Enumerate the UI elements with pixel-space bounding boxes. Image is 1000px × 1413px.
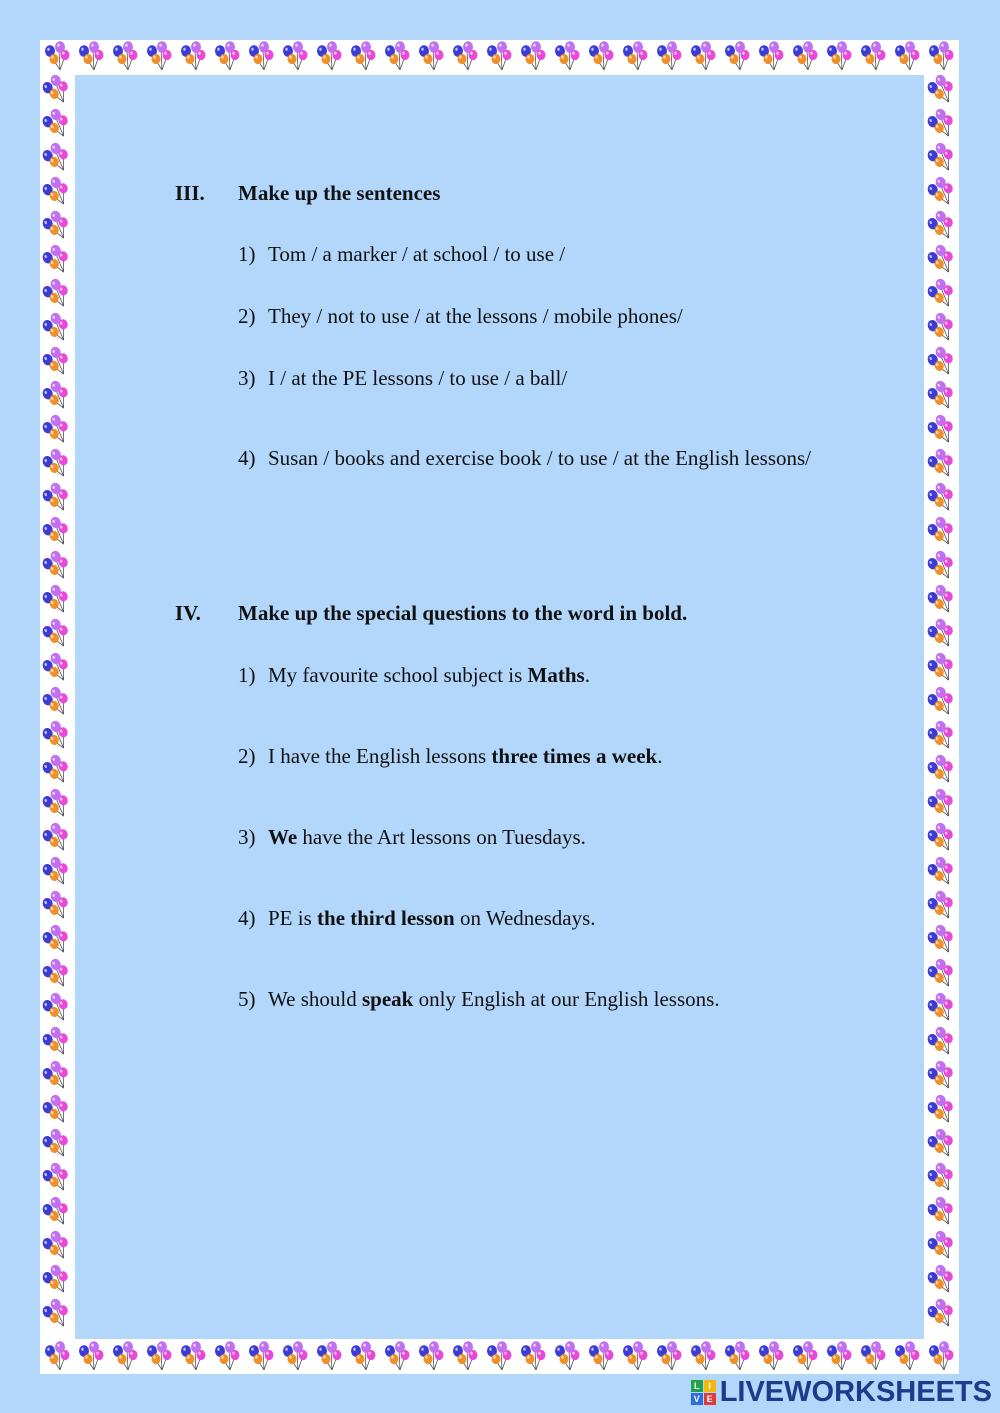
section4-item-3 <box>238 825 586 850</box>
balloon-icon <box>40 344 73 379</box>
balloon-icon <box>40 616 73 651</box>
balloon-icon <box>925 412 958 447</box>
balloon-icon <box>40 922 73 957</box>
balloon-icon <box>40 310 73 345</box>
item-text: . <box>584 663 590 687</box>
balloon-border-frame <box>40 40 959 1374</box>
balloon-icon <box>147 41 172 70</box>
balloon-icon <box>925 786 958 821</box>
section-four-numeral: IV. <box>175 601 201 625</box>
balloon-icon <box>925 106 958 141</box>
balloon-icon <box>40 208 73 243</box>
balloon-icon <box>351 1341 376 1370</box>
balloon-icon <box>40 990 73 1025</box>
item-text: I have the English lessons <box>268 744 492 768</box>
balloon-icon <box>725 1341 750 1370</box>
balloon-icon <box>827 41 852 70</box>
balloon-icon <box>419 41 444 70</box>
item-number: 3) <box>238 366 256 390</box>
balloon-icon <box>925 174 958 209</box>
liveworksheets-watermark[interactable] <box>691 1375 992 1409</box>
balloon-icon <box>925 242 958 277</box>
balloon-icon <box>925 956 958 991</box>
balloon-icon <box>861 1341 886 1370</box>
section3-item-1 <box>238 242 565 267</box>
balloon-icon <box>40 1058 73 1093</box>
balloon-icon <box>925 582 958 617</box>
balloon-icon <box>925 208 958 243</box>
balloon-icon <box>385 1341 410 1370</box>
balloon-icon <box>925 378 958 413</box>
balloon-icon <box>691 1341 716 1370</box>
balloon-icon <box>40 242 73 277</box>
balloon-icon <box>691 41 716 70</box>
item-text: . <box>657 744 663 768</box>
bold-word: the third lesson <box>317 906 455 930</box>
balloon-icon <box>215 1341 240 1370</box>
balloon-icon <box>925 310 958 345</box>
item-text: Tom / a marker / at school / to use / <box>268 242 566 266</box>
item-number: 5) <box>238 987 256 1011</box>
balloon-icon <box>40 1296 73 1331</box>
balloon-icon <box>40 276 73 311</box>
balloon-icon <box>657 1341 682 1370</box>
balloon-icon <box>215 41 240 70</box>
section4-item-2 <box>238 744 662 769</box>
item-number: 1) <box>238 663 256 687</box>
balloon-icon <box>623 41 648 70</box>
item-text: They / not to use / at the lessons / mobile phones/ <box>268 304 683 328</box>
balloon-icon <box>40 378 73 413</box>
balloon-icon <box>589 41 614 70</box>
balloon-icon <box>657 41 682 70</box>
balloon-icon <box>40 548 73 583</box>
liveworksheets-logo-icon: L I V E <box>691 1380 716 1405</box>
section4-item-1 <box>238 663 590 688</box>
balloon-icon <box>925 480 958 515</box>
balloon-icon <box>40 854 73 889</box>
balloon-icon <box>79 41 104 70</box>
balloon-icon <box>40 582 73 617</box>
balloon-icon <box>895 1341 920 1370</box>
section3-item-3 <box>238 366 567 391</box>
balloon-icon <box>40 1160 73 1195</box>
balloon-icon <box>895 41 920 70</box>
balloon-icon <box>40 786 73 821</box>
balloon-icon <box>453 41 478 70</box>
balloon-icon <box>181 1341 206 1370</box>
balloon-icon <box>385 41 410 70</box>
balloon-icon <box>317 41 342 70</box>
balloon-icon <box>317 1341 342 1370</box>
balloon-icon <box>40 1126 73 1161</box>
item-text: on Wednesdays. <box>454 906 596 930</box>
balloon-icon <box>40 752 73 787</box>
balloon-icon <box>925 616 958 651</box>
balloon-icon <box>40 718 73 753</box>
balloon-icon <box>925 718 958 753</box>
balloon-icon <box>453 1341 478 1370</box>
section-three-title: Make up the sentences <box>238 181 441 205</box>
balloon-icon <box>40 514 73 549</box>
balloon-icon <box>623 1341 648 1370</box>
balloon-icon <box>40 888 73 923</box>
balloon-icon <box>113 1341 138 1370</box>
balloon-icon <box>793 41 818 70</box>
balloon-icon <box>925 344 958 379</box>
balloon-icon <box>925 922 958 957</box>
item-text: PE is <box>268 906 318 930</box>
item-text: Susan / books and exercise book / to use / at the English lessons/ <box>268 446 812 470</box>
watermark-brand-text: LIVEWORKSHEETS <box>719 1375 992 1408</box>
item-number: 1) <box>238 242 256 266</box>
balloon-icon <box>351 41 376 70</box>
balloon-icon <box>40 446 73 481</box>
balloon-icon <box>40 72 73 107</box>
item-number: 2) <box>238 304 256 328</box>
balloon-icon <box>181 41 206 70</box>
balloon-icon <box>925 752 958 787</box>
bold-word: speak <box>361 987 414 1011</box>
balloon-icon <box>925 1092 958 1127</box>
balloon-icon <box>925 1296 958 1331</box>
balloon-icon <box>925 140 958 175</box>
balloon-icon <box>283 1341 308 1370</box>
item-number: 4) <box>238 906 256 930</box>
balloon-icon <box>555 1341 580 1370</box>
balloon-icon <box>759 1341 784 1370</box>
balloon-icon <box>40 650 73 685</box>
item-text: My favourite school subject is <box>268 663 528 687</box>
balloon-icon <box>925 514 958 549</box>
balloon-icon <box>45 41 70 70</box>
balloon-icon <box>925 1228 958 1263</box>
balloon-icon <box>925 72 958 107</box>
balloon-icon <box>249 1341 274 1370</box>
item-text: have the Art lessons on Tuesdays. <box>297 825 586 849</box>
balloon-icon <box>487 41 512 70</box>
item-text: I / at the PE lessons / to use / a ball/ <box>268 366 568 390</box>
balloon-icon <box>40 684 73 719</box>
balloon-icon <box>40 1092 73 1127</box>
balloon-icon <box>40 140 73 175</box>
balloon-icon <box>40 1262 73 1297</box>
section-three-numeral: III. <box>175 181 205 205</box>
balloon-icon <box>925 1194 958 1229</box>
balloon-icon <box>40 1024 73 1059</box>
balloon-icon <box>40 1194 73 1229</box>
balloon-icon <box>725 41 750 70</box>
balloon-icon <box>925 1024 958 1059</box>
balloon-icon <box>925 1160 958 1195</box>
item-number: 4) <box>238 446 256 470</box>
bold-word: We <box>268 825 298 849</box>
item-number: 2) <box>238 744 256 768</box>
balloon-icon <box>40 412 73 447</box>
balloon-icon <box>925 990 958 1025</box>
section3-item-4 <box>238 446 811 471</box>
balloon-icon <box>45 1341 70 1370</box>
balloon-icon <box>589 1341 614 1370</box>
balloon-icon <box>40 1228 73 1263</box>
balloon-icon <box>40 956 73 991</box>
balloon-icon <box>40 106 73 141</box>
balloon-icon <box>925 650 958 685</box>
balloon-icon <box>521 41 546 70</box>
balloon-icon <box>79 1341 104 1370</box>
balloon-icon <box>925 548 958 583</box>
balloon-icon <box>925 854 958 889</box>
balloon-icon <box>929 1341 954 1370</box>
balloon-icon <box>487 1341 512 1370</box>
section4-item-5 <box>238 987 720 1012</box>
balloon-icon <box>925 820 958 855</box>
balloon-icon <box>827 1341 852 1370</box>
balloon-icon <box>925 1058 958 1093</box>
section4-item-4 <box>238 906 596 931</box>
balloon-icon <box>249 41 274 70</box>
balloon-icon <box>925 1262 958 1297</box>
item-text: We should <box>268 987 362 1011</box>
balloon-icon <box>283 41 308 70</box>
balloon-icon <box>40 174 73 209</box>
worksheet-content <box>75 75 924 1339</box>
balloon-icon <box>40 820 73 855</box>
balloon-icon <box>861 41 886 70</box>
balloon-icon <box>759 41 784 70</box>
balloon-icon <box>925 276 958 311</box>
item-text: only English at our English lessons. <box>413 987 720 1011</box>
balloon-icon <box>521 1341 546 1370</box>
balloon-icon <box>925 888 958 923</box>
balloon-icon <box>419 1341 444 1370</box>
bold-word: three times a week <box>491 744 658 768</box>
balloon-icon <box>555 41 580 70</box>
balloon-icon <box>793 1341 818 1370</box>
section3-item-2 <box>238 304 683 329</box>
balloon-icon <box>929 41 954 70</box>
balloon-icon <box>925 684 958 719</box>
item-number: 3) <box>238 825 256 849</box>
balloon-icon <box>113 41 138 70</box>
section-four-title: Make up the special questions to the word in bold. <box>238 601 688 625</box>
balloon-icon <box>147 1341 172 1370</box>
balloon-icon <box>925 446 958 481</box>
bold-word: Maths <box>527 663 585 687</box>
balloon-icon <box>925 1126 958 1161</box>
balloon-icon <box>40 480 73 515</box>
